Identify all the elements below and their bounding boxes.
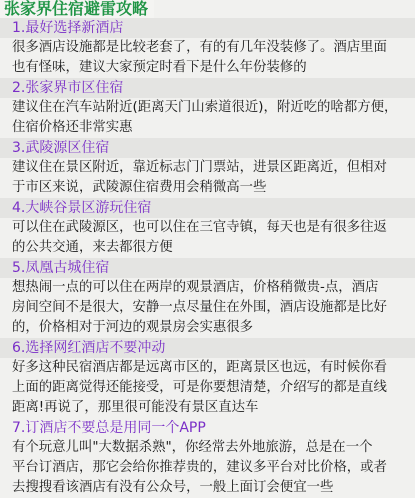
section-heading: 1.最好选择新酒店 bbox=[0, 18, 415, 38]
article-title: 张家界住宿避雷攻略 bbox=[0, 0, 154, 18]
body-line: 距离!再说了，那里很可能没有景区直达车 bbox=[12, 400, 259, 415]
section-heading: 7.订酒店不要总是用同一个APP bbox=[12, 420, 206, 436]
section-heading: 3.武陵源区住宿 bbox=[0, 138, 415, 158]
tip-section-4 bbox=[0, 198, 415, 258]
body-line: 建议住在景区附近，靠近标志门门票站，进景区距离近，但相对 bbox=[12, 160, 387, 175]
tip-section-5 bbox=[0, 258, 415, 338]
body-line: 很多酒店设施都是比较老套了，有的有几年没装修了。酒店里面 bbox=[12, 40, 387, 55]
body-line: 也有怪味，建议大家预定时看下是什么年份装修的 bbox=[12, 60, 307, 75]
section-body bbox=[0, 98, 415, 138]
tip-section-1 bbox=[0, 18, 415, 78]
section-heading: 6.选择网红酒店不要冲动 bbox=[0, 338, 415, 358]
body-line: 上面的距离觉得还能接受，可是你要想清楚，介绍写的都是直线 bbox=[12, 380, 387, 395]
section-body bbox=[0, 38, 415, 78]
tip-section-6 bbox=[0, 338, 415, 418]
section-body bbox=[0, 218, 415, 258]
tip-section-7 bbox=[0, 418, 415, 498]
tip-section-3 bbox=[0, 138, 415, 198]
tip-section-2 bbox=[0, 78, 415, 138]
body-line: 平台订酒店，那它会给你推荐贵的，建议多平台对比价格，或者 bbox=[12, 460, 387, 475]
body-line: 的公共交通，来去都很方便 bbox=[12, 240, 173, 255]
section-body bbox=[0, 278, 415, 338]
body-line: 房间空间不是很大，安静一点尽量住在外围，酒店设施都是比好 bbox=[12, 300, 387, 315]
section-body bbox=[0, 358, 415, 418]
body-line: 去搜搜看该酒店有没有公众号，一般上面订会便宜一些 bbox=[12, 480, 334, 495]
section-heading: 2.张家界市区住宿 bbox=[0, 78, 415, 98]
body-line: 可以住在武陵源区，也可以住在三官寺镇，每天也是有很多往返 bbox=[12, 220, 387, 235]
body-line: 想热闹一点的可以住在两岸的观景酒店，价格稍微贵-点，酒店 bbox=[12, 280, 379, 295]
section-body bbox=[0, 158, 415, 198]
body-line: 的，价格相对于河边的观景房会实惠很多 bbox=[12, 320, 254, 335]
body-line: 住宿价格还非常实惠 bbox=[12, 120, 133, 135]
body-line: 建议住在汽车站附近(距离天门山索道很近)，附近吃的啥都方便， bbox=[12, 100, 398, 115]
body-line: 有个玩意儿叫"大数据杀熟"，你经常去外地旅游，总是在一个 bbox=[12, 440, 373, 455]
section-heading: 5.凤凰古城住宿 bbox=[0, 258, 415, 278]
section-heading: 4.大峡谷景区游玩住宿 bbox=[0, 198, 415, 218]
body-line: 于市区来说，武陵源住宿费用会稍微高一些 bbox=[12, 180, 267, 195]
section-body bbox=[0, 438, 415, 498]
body-line: 好多这种民宿酒店都是远离市区的，距离景区也远，有时候你看 bbox=[12, 360, 387, 375]
